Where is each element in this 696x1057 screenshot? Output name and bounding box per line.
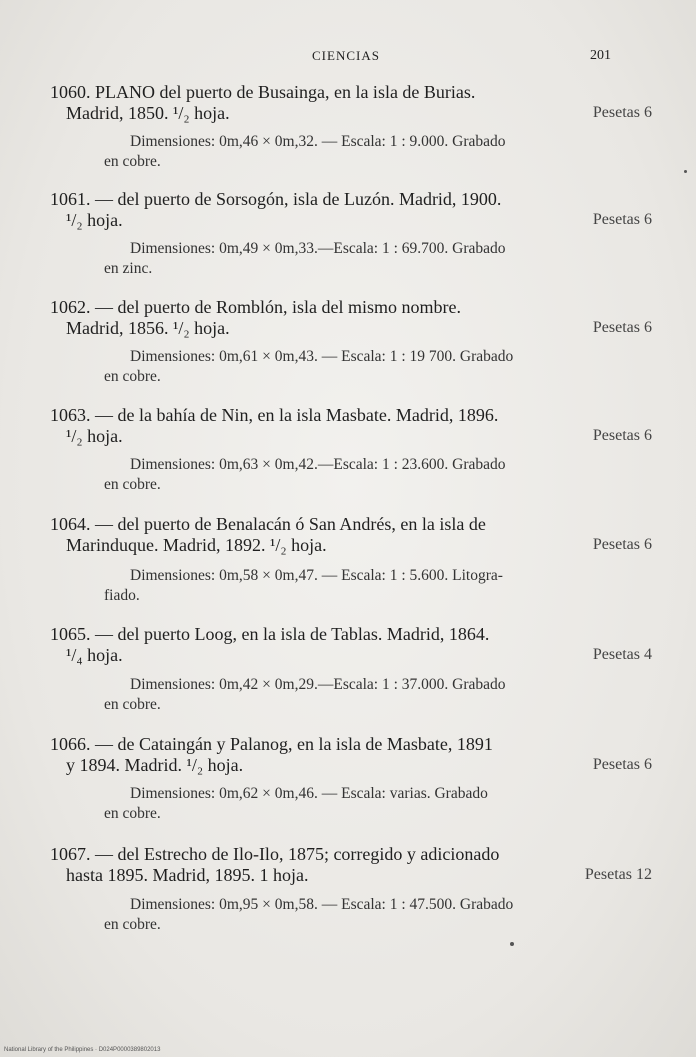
entry-dimensions: Dimensiones: 0m,63 × 0m,42.—Escala: 1 : 23.600. Grabado: [130, 456, 506, 473]
entry-line-1: 1067. — del Estrecho de Ilo-Ilo, 1875; corregido y adicionado: [50, 844, 500, 864]
page-number: 201: [590, 48, 611, 63]
entry-dimensions-cont: en cobre.: [104, 696, 161, 713]
entry-price: Pesetas 6: [592, 211, 652, 228]
entry-price: Pesetas 6: [592, 427, 652, 444]
entry-line-1: 1062. — del puerto de Romblón, isla del mismo nombre.: [50, 297, 461, 317]
entry-dimensions: Dimensiones: 0m,58 × 0m,47. — Escala: 1 : 5.600. Litogra-: [130, 567, 503, 584]
entry-price: Pesetas 6: [592, 104, 652, 121]
entry-price: Pesetas 4: [592, 646, 652, 663]
entry-dimensions: Dimensiones: 0m,42 × 0m,29.—Escala: 1 : 37.000. Grabado: [130, 676, 506, 693]
entry-dimensions-cont: fiado.: [104, 587, 140, 604]
entry-dimensions-cont: en cobre.: [104, 916, 161, 933]
entry-dimensions: Dimensiones: 0m,46 × 0m,32. — Escala: 1 : 9.000. Grabado: [130, 133, 506, 150]
entry-dimensions: Dimensiones: 0m,62 × 0m,46. — Escala: varias. Grabado: [130, 785, 488, 802]
entry-line-1: 1064. — del puerto de Benalacán ó San Andrés, en la isla de: [50, 514, 486, 534]
entry-dimensions-cont: en cobre.: [104, 476, 161, 493]
section-title: CIENCIAS: [312, 48, 380, 63]
entry-line-2: y 1894. Madrid. ¹/₂ hoja.: [66, 755, 244, 775]
entry-line-2: hasta 1895. Madrid, 1895. 1 hoja.: [66, 865, 309, 885]
entry-line-1: 1065. — del puerto Loog, en la isla de Tablas. Madrid, 1864.: [50, 624, 490, 644]
entry-dimensions: Dimensiones: 0m,95 × 0m,58. — Escala: 1 : 47.500. Grabado: [130, 896, 514, 913]
entry-line-1: 1063. — de la bahía de Nin, en la isla Masbate. Madrid, 1896.: [50, 405, 499, 425]
entry-line-2: ¹/₄ hoja.: [66, 645, 123, 665]
entry-line-2: Madrid, 1850. ¹/₂ hoja.: [66, 103, 230, 123]
entry-line-1: 1061. — del puerto de Sorsogón, isla de Luzón. Madrid, 1900.: [50, 189, 502, 209]
ink-speck: [510, 942, 514, 946]
entry-line-2: ¹/₂ hoja.: [66, 210, 123, 230]
entry-dimensions-cont: en zinc.: [104, 260, 153, 277]
entry-price: Pesetas 6: [592, 756, 652, 773]
entry-line-1: 1060. PLANO del puerto de Busainga, en la isla de Burias.: [50, 82, 476, 102]
entry-dimensions: Dimensiones: 0m,61 × 0m,43. — Escala: 1 : 19 700. Grabado: [130, 348, 514, 365]
digitization-watermark: National Library of the Philippines · D024P0000389802013: [4, 1047, 161, 1053]
entry-dimensions-cont: en cobre.: [104, 368, 161, 385]
entry-price: Pesetas 6: [592, 319, 652, 336]
entry-line-2: Marinduque. Madrid, 1892. ¹/₂ hoja.: [66, 535, 327, 555]
entry-dimensions-cont: en cobre.: [104, 805, 161, 822]
entry-dimensions-cont: en cobre.: [104, 153, 161, 170]
entry-price: Pesetas 6: [592, 536, 652, 553]
entry-line-2: Madrid, 1856. ¹/₂ hoja.: [66, 318, 230, 338]
entry-line-1: 1066. — de Cataingán y Palanog, en la isla de Masbate, 1891: [50, 734, 493, 754]
entry-line-2: ¹/₂ hoja.: [66, 426, 123, 446]
entry-dimensions: Dimensiones: 0m,49 × 0m,33.—Escala: 1 : 69.700. Grabado: [130, 240, 506, 257]
entry-price: Pesetas 12: [584, 866, 652, 883]
running-head: [0, 48, 696, 68]
ink-speck: [684, 170, 687, 173]
